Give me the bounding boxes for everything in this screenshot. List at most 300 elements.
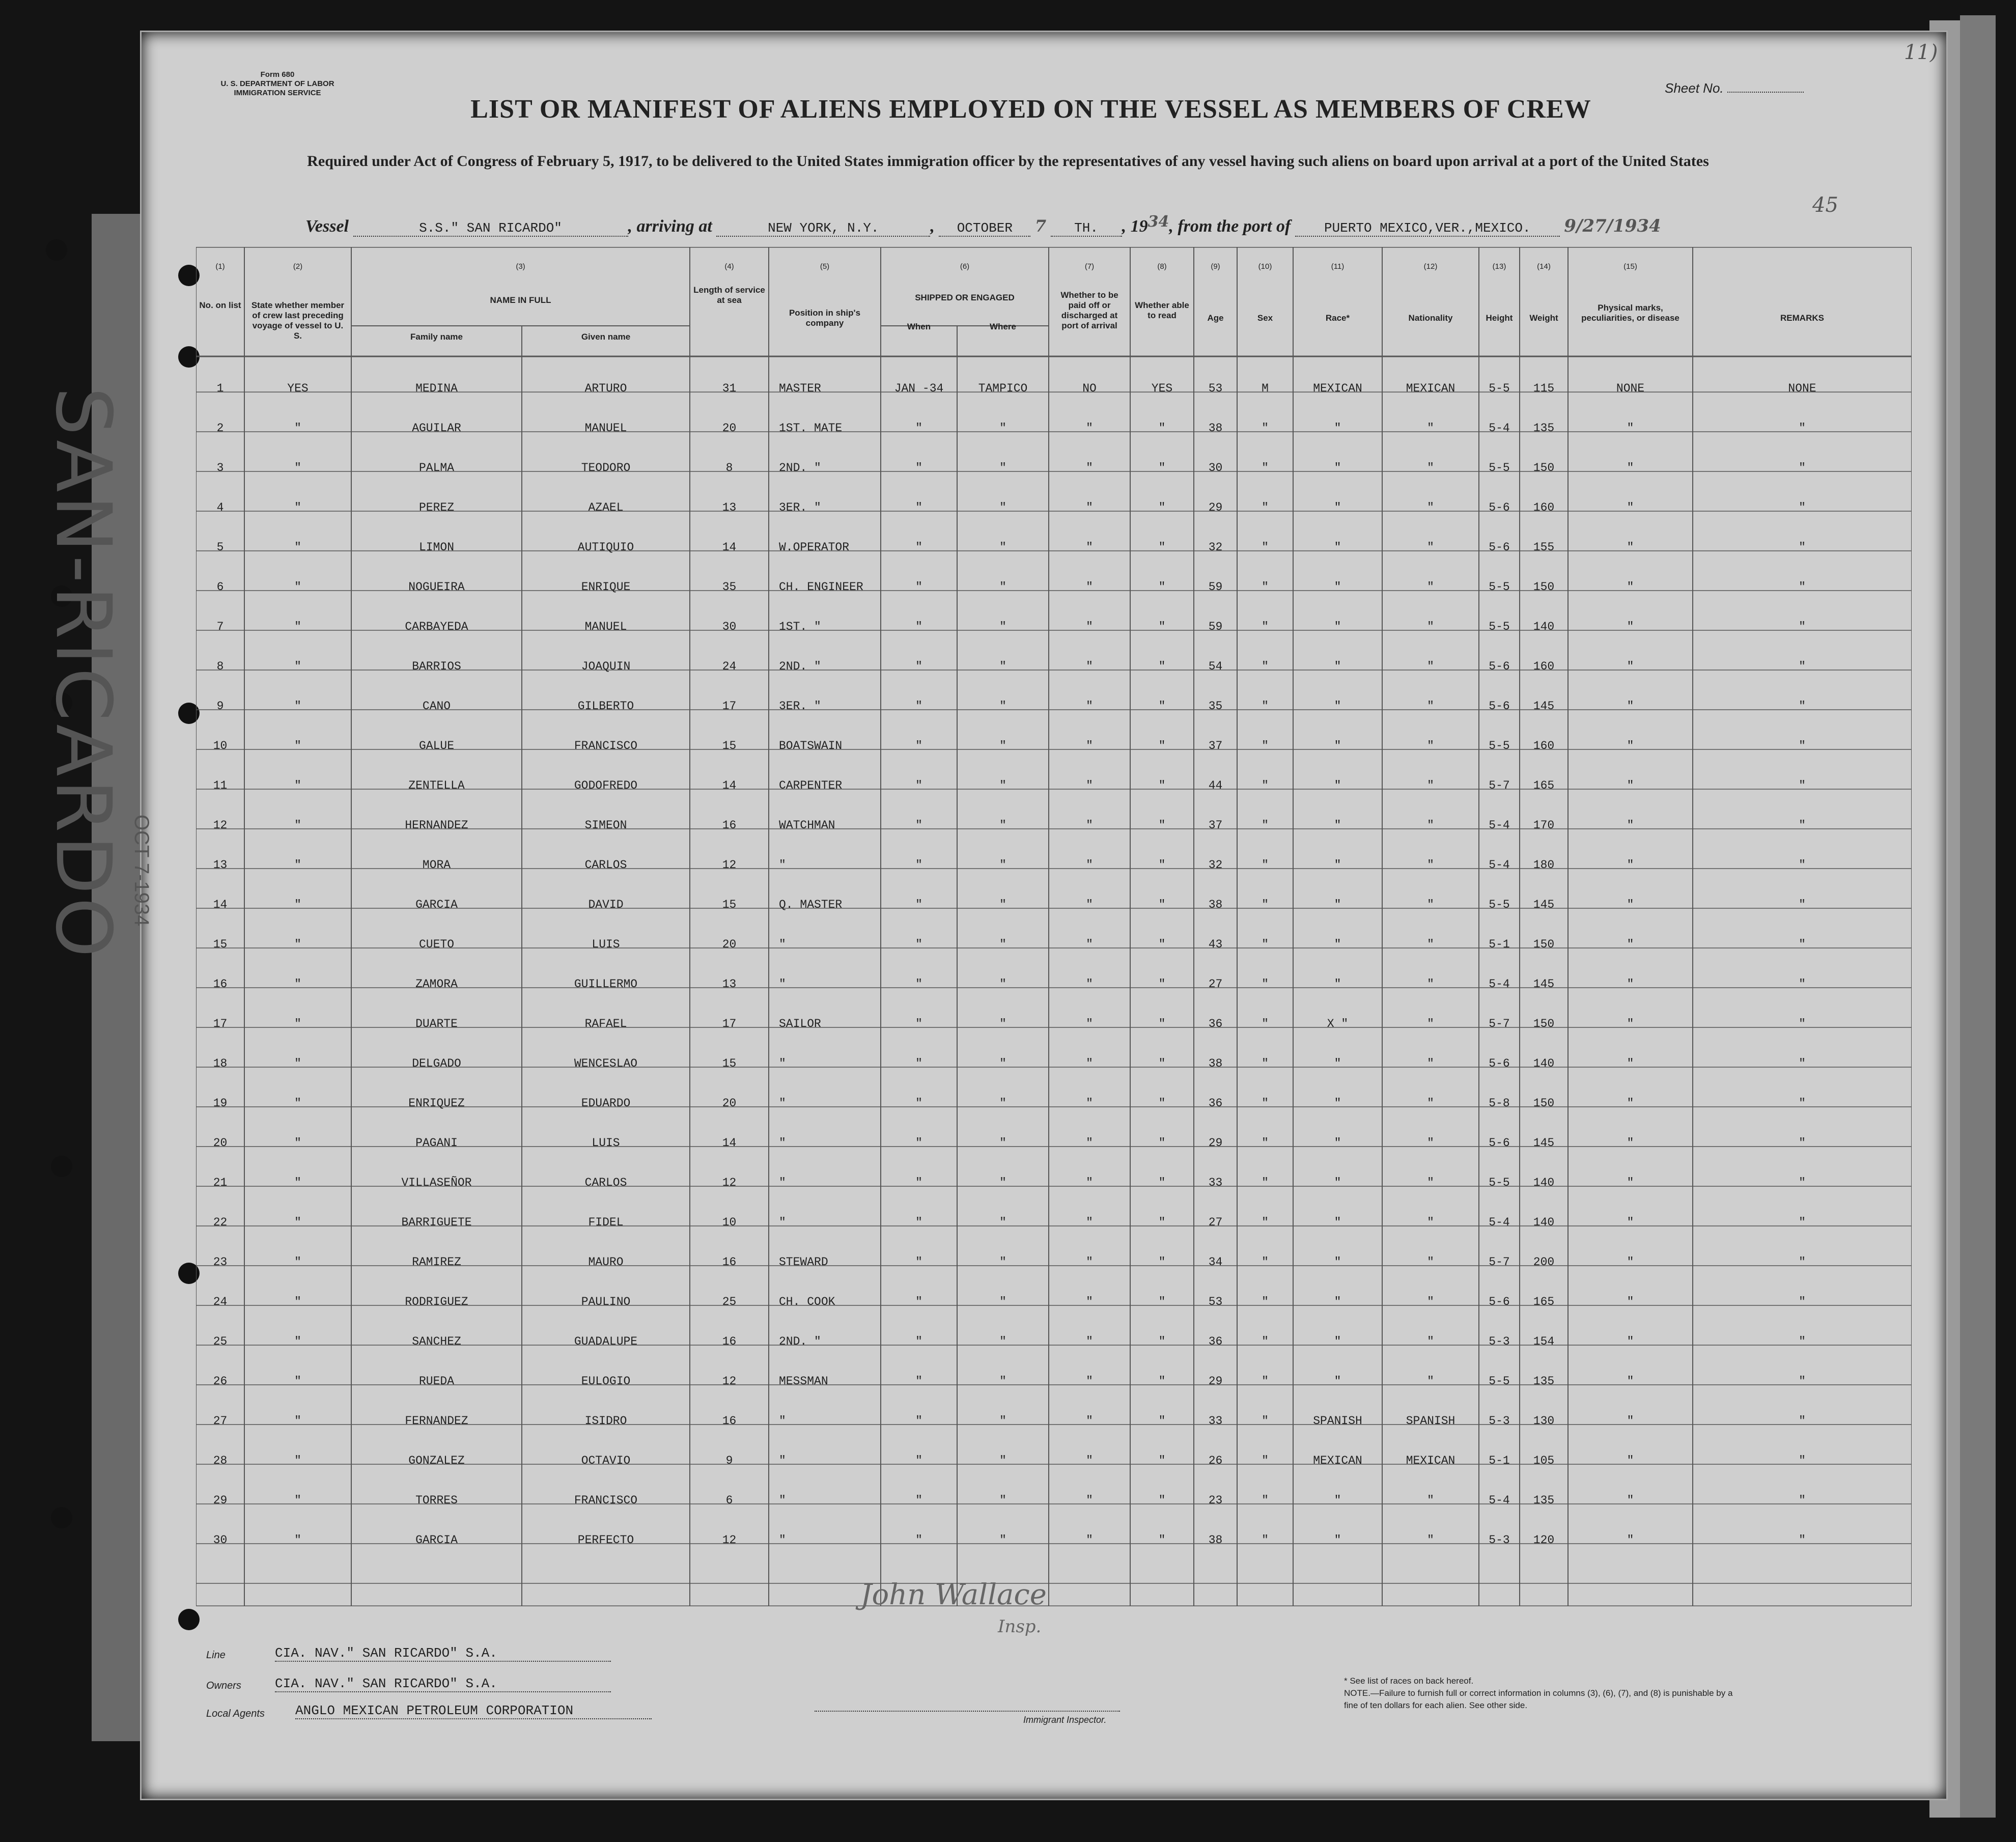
binder-hole bbox=[178, 1609, 200, 1630]
cell-remarks: " bbox=[1799, 620, 1806, 633]
cell-service: 20 bbox=[722, 1097, 737, 1110]
cell-nat: " bbox=[1427, 1097, 1434, 1110]
cell-height: 5-4 bbox=[1489, 1494, 1510, 1507]
cell-prev: " bbox=[294, 620, 301, 633]
cell-marks: " bbox=[1627, 580, 1634, 594]
cell-prev: " bbox=[294, 1255, 301, 1269]
cell-remarks: " bbox=[1799, 898, 1806, 911]
cell-where: " bbox=[999, 978, 1006, 991]
cell-position: W.OPERATOR bbox=[779, 541, 850, 554]
date-month: OCTOBER bbox=[939, 220, 1030, 237]
cell-given: AUTIQUIO bbox=[577, 541, 634, 554]
cell-given: JOAQUIN bbox=[581, 660, 631, 673]
cell-prev: " bbox=[294, 1454, 301, 1467]
year-suffix: 34 bbox=[1147, 213, 1169, 231]
cell-service: 17 bbox=[722, 1017, 737, 1030]
cell-race: " bbox=[1334, 1295, 1341, 1308]
cell-family: AGUILAR bbox=[412, 422, 461, 435]
cell-given: EULOGIO bbox=[581, 1375, 631, 1388]
cell-sex: " bbox=[1262, 1295, 1269, 1308]
cell-remarks: " bbox=[1799, 541, 1806, 554]
column-number-c13: (13) bbox=[1492, 262, 1506, 271]
cell-read: " bbox=[1158, 501, 1166, 514]
cell-weight: 135 bbox=[1533, 1494, 1555, 1507]
column-subheader-when: When bbox=[907, 322, 931, 331]
cell-family: MEDINA bbox=[415, 382, 458, 395]
cell-marks: " bbox=[1627, 1176, 1634, 1189]
cell-family: SANCHEZ bbox=[412, 1335, 461, 1348]
cell-nat: " bbox=[1427, 739, 1434, 752]
column-header-c10: Sex bbox=[1257, 313, 1273, 323]
column-header-c2: State whether member of crew last preceding voyage of vessel to U. S. bbox=[251, 300, 345, 341]
cell-height: 5-7 bbox=[1489, 779, 1510, 792]
column-number-c6: (6) bbox=[960, 262, 970, 271]
cell-sex: " bbox=[1262, 1533, 1269, 1547]
cell-service: 13 bbox=[722, 501, 737, 514]
inspector-title: Insp. bbox=[998, 1616, 1042, 1637]
cell-read: " bbox=[1158, 461, 1166, 475]
column-number-c1: (1) bbox=[215, 262, 225, 271]
cell-prev: " bbox=[294, 779, 301, 792]
cell-given: LUIS bbox=[592, 1136, 620, 1150]
cell-no: 16 bbox=[213, 978, 228, 991]
binder-hole bbox=[51, 1156, 72, 1177]
cell-read: " bbox=[1158, 1057, 1166, 1070]
cell-given: MANUEL bbox=[584, 422, 627, 435]
cell-height: 5-5 bbox=[1489, 620, 1510, 633]
cell-marks: " bbox=[1627, 1533, 1634, 1547]
cell-read: " bbox=[1158, 580, 1166, 594]
cell-height: 5-5 bbox=[1489, 461, 1510, 475]
cell-read: " bbox=[1158, 978, 1166, 991]
cell-prev: " bbox=[294, 541, 301, 554]
cell-no: 9 bbox=[216, 700, 224, 713]
cell-paid: " bbox=[1086, 1216, 1093, 1229]
cell-height: 5-4 bbox=[1489, 819, 1510, 832]
cell-height: 5-1 bbox=[1489, 1454, 1510, 1467]
vessel-stamp: SAN-RICARDO bbox=[39, 387, 127, 961]
cell-weight: 145 bbox=[1533, 700, 1555, 713]
cell-paid: " bbox=[1086, 1136, 1093, 1150]
owners-value: CIA. NAV." SAN RICARDO" S.A. bbox=[275, 1676, 611, 1692]
inspector-line bbox=[815, 1711, 1120, 1712]
page-subtitle: Required under Act of Congress of February 5, 1917, to be delivered to the United States immigration officer by the representatives of any vessel having such aliens on board upon arrival at a port of the United States bbox=[307, 153, 1709, 170]
cell-position: CH. ENGINEER bbox=[779, 580, 863, 594]
cell-nat: " bbox=[1427, 898, 1434, 911]
cell-read: " bbox=[1158, 898, 1166, 911]
cell-position: 1ST. " bbox=[779, 620, 821, 633]
cell-paid: " bbox=[1086, 541, 1093, 554]
cell-given: GODOFREDO bbox=[574, 779, 638, 792]
cell-nat: " bbox=[1427, 1375, 1434, 1388]
cell-service: 31 bbox=[722, 382, 737, 395]
cell-weight: 155 bbox=[1533, 541, 1555, 554]
cell-sex: " bbox=[1262, 1176, 1269, 1189]
cell-family: RAMIREZ bbox=[412, 1255, 461, 1269]
cell-given: GUADALUPE bbox=[574, 1335, 638, 1348]
cell-weight: 140 bbox=[1533, 1057, 1555, 1070]
cell-read: " bbox=[1158, 938, 1166, 951]
cell-sex: " bbox=[1262, 1216, 1269, 1229]
cell-where: " bbox=[999, 422, 1006, 435]
cell-read: " bbox=[1158, 620, 1166, 633]
cell-paid: " bbox=[1086, 700, 1093, 713]
cell-marks: " bbox=[1627, 461, 1634, 475]
handwritten-date: 9/27/1934 bbox=[1564, 216, 1661, 236]
cell-service: 16 bbox=[722, 1255, 737, 1269]
cell-sex: " bbox=[1262, 541, 1269, 554]
date-stamp: OCT 7-1934 bbox=[130, 815, 153, 927]
column-header-c16: REMARKS bbox=[1780, 313, 1824, 323]
cell-position: MASTER bbox=[779, 382, 821, 395]
cell-sex: " bbox=[1262, 779, 1269, 792]
cell-given: CARLOS bbox=[584, 858, 627, 872]
column-number-c2: (2) bbox=[293, 262, 303, 271]
department-name: U. S. DEPARTMENT OF LABOR bbox=[220, 79, 334, 88]
cell-service: 6 bbox=[725, 1494, 733, 1507]
cell-no: 28 bbox=[213, 1454, 228, 1467]
cell-prev: " bbox=[294, 1057, 301, 1070]
cell-read: " bbox=[1158, 1295, 1166, 1308]
inspector-signature: John Wallace bbox=[860, 1578, 1047, 1611]
cell-prev: " bbox=[294, 938, 301, 951]
column-number-c4: (4) bbox=[724, 262, 734, 271]
cell-weight: 135 bbox=[1533, 422, 1555, 435]
cell-nat: " bbox=[1427, 1057, 1434, 1070]
binder-hole bbox=[51, 1507, 72, 1528]
cell-height: 5-6 bbox=[1489, 1295, 1510, 1308]
cell-when: " bbox=[915, 1017, 922, 1030]
cell-read: " bbox=[1158, 700, 1166, 713]
column-header-c7: Whether to be paid off or discharged at port of arrival bbox=[1060, 290, 1118, 330]
cell-when: " bbox=[915, 858, 922, 872]
form-number: Form 680 bbox=[260, 70, 295, 79]
cell-sex: " bbox=[1262, 739, 1269, 752]
agents-value: ANGLO MEXICAN PETROLEUM CORPORATION bbox=[295, 1703, 652, 1719]
inspector-label: Immigrant Inspector. bbox=[1023, 1715, 1107, 1725]
cell-remarks: " bbox=[1799, 1295, 1806, 1308]
cell-read: " bbox=[1158, 1097, 1166, 1110]
line-label: Line bbox=[206, 1650, 226, 1661]
cell-height: 5-4 bbox=[1489, 858, 1510, 872]
cell-paid: " bbox=[1086, 978, 1093, 991]
cell-race: X " bbox=[1327, 1017, 1349, 1030]
cell-race: " bbox=[1334, 1533, 1341, 1547]
cell-height: 5-3 bbox=[1489, 1335, 1510, 1348]
cell-position: " bbox=[779, 1176, 786, 1189]
cell-age: 29 bbox=[1208, 501, 1223, 514]
cell-where: " bbox=[999, 779, 1006, 792]
cell-family: ZENTELLA bbox=[408, 779, 465, 792]
cell-when: " bbox=[915, 580, 922, 594]
cell-height: 5-6 bbox=[1489, 541, 1510, 554]
cell-no: 29 bbox=[213, 1494, 228, 1507]
cell-family: GARCIA bbox=[415, 1533, 458, 1547]
cell-when: " bbox=[915, 1375, 922, 1388]
cell-age: 26 bbox=[1208, 1454, 1223, 1467]
cell-race: " bbox=[1334, 620, 1341, 633]
column-header-c12: Nationality bbox=[1408, 313, 1453, 323]
cell-prev: " bbox=[294, 1097, 301, 1110]
cell-age: 36 bbox=[1208, 1017, 1223, 1030]
cell-marks: " bbox=[1627, 739, 1634, 752]
cell-service: 15 bbox=[722, 898, 737, 911]
cell-given: TEODORO bbox=[581, 461, 631, 475]
cell-marks: " bbox=[1627, 1414, 1634, 1428]
cell-no: 26 bbox=[213, 1375, 228, 1388]
cell-race: " bbox=[1334, 1057, 1341, 1070]
cell-service: 25 bbox=[722, 1295, 737, 1308]
cell-age: 59 bbox=[1208, 580, 1223, 594]
cell-position: 3ER. " bbox=[779, 501, 821, 514]
cell-nat: " bbox=[1427, 501, 1434, 514]
cell-marks: " bbox=[1627, 1057, 1634, 1070]
cell-race: " bbox=[1334, 779, 1341, 792]
cell-race: " bbox=[1334, 580, 1341, 594]
cell-age: 36 bbox=[1208, 1097, 1223, 1110]
under-page-edge-2 bbox=[1960, 15, 1996, 1818]
cell-age: 36 bbox=[1208, 1335, 1223, 1348]
cell-no: 14 bbox=[213, 898, 228, 911]
cell-given: ARTURO bbox=[584, 382, 627, 395]
column-header-c1: No. on list bbox=[199, 300, 241, 310]
cell-prev: " bbox=[294, 700, 301, 713]
cell-where: " bbox=[999, 1097, 1006, 1110]
cell-marks: " bbox=[1627, 898, 1634, 911]
cell-no: 18 bbox=[213, 1057, 228, 1070]
column-header-c6: SHIPPED OR ENGAGED bbox=[915, 293, 1015, 302]
cell-age: 38 bbox=[1208, 422, 1223, 435]
cell-when: JAN -34 bbox=[894, 382, 944, 395]
cell-paid: " bbox=[1086, 501, 1093, 514]
cell-given: ENRIQUE bbox=[581, 580, 631, 594]
corner-mark: 11) bbox=[1904, 41, 1938, 64]
cell-age: 29 bbox=[1208, 1375, 1223, 1388]
cell-given: DAVID bbox=[588, 898, 624, 911]
cell-position: " bbox=[779, 978, 786, 991]
cell-read: " bbox=[1158, 858, 1166, 872]
cell-position: STEWARD bbox=[779, 1255, 828, 1269]
cell-height: 5-5 bbox=[1489, 1176, 1510, 1189]
cell-family: FERNANDEZ bbox=[405, 1414, 468, 1428]
vessel-label: Vessel bbox=[305, 217, 349, 236]
cell-height: 5-4 bbox=[1489, 422, 1510, 435]
column-header-c3: NAME IN FULL bbox=[490, 295, 551, 305]
cell-marks: " bbox=[1627, 1216, 1634, 1229]
cell-position: " bbox=[779, 1533, 786, 1547]
cell-sex: " bbox=[1262, 1414, 1269, 1428]
cell-where: " bbox=[999, 541, 1006, 554]
cell-remarks: " bbox=[1799, 1414, 1806, 1428]
column-header-c11: Race* bbox=[1325, 313, 1350, 323]
cell-where: " bbox=[999, 1295, 1006, 1308]
cell-marks: " bbox=[1627, 1335, 1634, 1348]
cell-marks: " bbox=[1627, 1097, 1634, 1110]
cell-when: " bbox=[915, 1057, 922, 1070]
column-number-c5: (5) bbox=[820, 262, 830, 271]
cell-sex: " bbox=[1262, 1454, 1269, 1467]
cell-given: GILBERTO bbox=[577, 700, 634, 713]
cell-race: " bbox=[1334, 858, 1341, 872]
cell-paid: " bbox=[1086, 1176, 1093, 1189]
cell-when: " bbox=[915, 1216, 922, 1229]
cell-marks: " bbox=[1627, 1136, 1634, 1150]
cell-remarks: " bbox=[1799, 1097, 1806, 1110]
cell-no: 27 bbox=[213, 1414, 228, 1428]
page-number: 45 bbox=[1812, 193, 1838, 217]
cell-given: EDUARDO bbox=[581, 1097, 631, 1110]
cell-weight: 165 bbox=[1533, 779, 1555, 792]
cell-prev: " bbox=[294, 580, 301, 594]
cell-age: 59 bbox=[1208, 620, 1223, 633]
column-number-c8: (8) bbox=[1157, 262, 1167, 271]
cell-race: " bbox=[1334, 1216, 1341, 1229]
cell-nat: " bbox=[1427, 819, 1434, 832]
cell-read: " bbox=[1158, 1216, 1166, 1229]
from-port: PUERTO MEXICO,VER.,MEXICO. bbox=[1295, 220, 1560, 237]
cell-service: 12 bbox=[722, 1176, 737, 1189]
cell-marks: " bbox=[1627, 700, 1634, 713]
cell-sex: M bbox=[1262, 382, 1269, 395]
cell-sex: " bbox=[1262, 1017, 1269, 1030]
cell-paid: " bbox=[1086, 620, 1093, 633]
cell-prev: YES bbox=[287, 382, 309, 395]
cell-weight: 140 bbox=[1533, 620, 1555, 633]
cell-no: 30 bbox=[213, 1533, 228, 1547]
column-subheader-where: Where bbox=[990, 322, 1016, 331]
arriving-label: , arriving at bbox=[628, 217, 712, 236]
cell-age: 32 bbox=[1208, 541, 1223, 554]
cell-paid: " bbox=[1086, 1414, 1093, 1428]
cell-prev: " bbox=[294, 1176, 301, 1189]
cell-sex: " bbox=[1262, 1255, 1269, 1269]
cell-remarks: " bbox=[1799, 1494, 1806, 1507]
owners-label: Owners bbox=[206, 1680, 241, 1691]
cell-service: 14 bbox=[722, 1136, 737, 1150]
cell-marks: " bbox=[1627, 1295, 1634, 1308]
cell-marks: " bbox=[1627, 1375, 1634, 1388]
cell-marks: " bbox=[1627, 858, 1634, 872]
cell-marks: NONE bbox=[1616, 382, 1645, 395]
cell-no: 22 bbox=[213, 1216, 228, 1229]
cell-nat: " bbox=[1427, 779, 1434, 792]
cell-weight: 140 bbox=[1533, 1216, 1555, 1229]
cell-height: 5-6 bbox=[1489, 660, 1510, 673]
cell-position: " bbox=[779, 1414, 786, 1428]
cell-given: GUILLERMO bbox=[574, 978, 638, 991]
cell-position: " bbox=[779, 938, 786, 951]
cell-sex: " bbox=[1262, 660, 1269, 673]
cell-nat: " bbox=[1427, 1136, 1434, 1150]
cell-paid: " bbox=[1086, 1017, 1093, 1030]
cell-no: 17 bbox=[213, 1017, 228, 1030]
cell-remarks: " bbox=[1799, 461, 1806, 475]
cell-weight: 120 bbox=[1533, 1533, 1555, 1547]
cell-prev: " bbox=[294, 1494, 301, 1507]
cell-paid: " bbox=[1086, 580, 1093, 594]
cell-service: 16 bbox=[722, 1335, 737, 1348]
arriving-port: NEW YORK, N.Y. bbox=[716, 220, 930, 237]
cell-where: " bbox=[999, 938, 1006, 951]
cell-where: " bbox=[999, 1335, 1006, 1348]
cell-remarks: " bbox=[1799, 501, 1806, 514]
cell-where: " bbox=[999, 1255, 1006, 1269]
cell-family: MORA bbox=[422, 858, 451, 872]
cell-no: 21 bbox=[213, 1176, 228, 1189]
cell-remarks: " bbox=[1799, 739, 1806, 752]
cell-nat: " bbox=[1427, 1533, 1434, 1547]
cell-race: SPANISH bbox=[1313, 1414, 1362, 1428]
cell-where: " bbox=[999, 1216, 1006, 1229]
vessel-line: Vessel S.S." SAN RICARDO" , arriving at NEW YORK, N.Y. , OCTOBER 7 TH. , 1934, from the port of PUERTO MEXICO,VER.,MEXICO. 9/27/1934 bbox=[305, 213, 1661, 236]
sheet-label: Sheet No. bbox=[1665, 80, 1724, 96]
cell-position: 2ND. " bbox=[779, 660, 821, 673]
cell-position: SAILOR bbox=[779, 1017, 821, 1030]
cell-read: " bbox=[1158, 1533, 1166, 1547]
cell-sex: " bbox=[1262, 858, 1269, 872]
column-header-c15: Physical marks, peculiarities, or disease bbox=[1581, 303, 1679, 323]
cell-family: CARBAYEDA bbox=[405, 620, 468, 633]
cell-sex: " bbox=[1262, 898, 1269, 911]
cell-when: " bbox=[915, 1533, 922, 1547]
cell-family: ENRIQUEZ bbox=[408, 1097, 465, 1110]
cell-where: " bbox=[999, 1533, 1006, 1547]
cell-age: 27 bbox=[1208, 978, 1223, 991]
cell-where: " bbox=[999, 501, 1006, 514]
cell-remarks: " bbox=[1799, 1136, 1806, 1150]
cell-service: 17 bbox=[722, 700, 737, 713]
cell-service: 10 bbox=[722, 1216, 737, 1229]
cell-age: 33 bbox=[1208, 1176, 1223, 1189]
date-suffix: TH. bbox=[1051, 220, 1122, 237]
cell-nat: " bbox=[1427, 660, 1434, 673]
cell-position: " bbox=[779, 1136, 786, 1150]
cell-no: 1 bbox=[216, 382, 224, 395]
cell-read: " bbox=[1158, 1454, 1166, 1467]
cell-sex: " bbox=[1262, 1335, 1269, 1348]
cell-given: CARLOS bbox=[584, 1176, 627, 1189]
cell-age: 38 bbox=[1208, 898, 1223, 911]
cell-height: 5-6 bbox=[1489, 1136, 1510, 1150]
cell-when: " bbox=[915, 1335, 922, 1348]
cell-weight: 180 bbox=[1533, 858, 1555, 872]
cell-position: BOATSWAIN bbox=[779, 739, 843, 752]
cell-weight: 130 bbox=[1533, 1414, 1555, 1428]
cell-age: 34 bbox=[1208, 1255, 1223, 1269]
cell-paid: " bbox=[1086, 819, 1093, 832]
cell-when: " bbox=[915, 1136, 922, 1150]
cell-paid: " bbox=[1086, 898, 1093, 911]
vessel-name: S.S." SAN RICARDO" bbox=[353, 220, 628, 237]
cell-nat: " bbox=[1427, 1255, 1434, 1269]
cell-prev: " bbox=[294, 501, 301, 514]
cell-position: " bbox=[779, 858, 786, 872]
cell-service: 12 bbox=[722, 1533, 737, 1547]
cell-service: 12 bbox=[722, 858, 737, 872]
cell-race: " bbox=[1334, 739, 1341, 752]
cell-given: PERFECTO bbox=[577, 1533, 634, 1547]
cell-paid: " bbox=[1086, 422, 1093, 435]
column-number-c9: (9) bbox=[1211, 262, 1220, 271]
cell-nat: " bbox=[1427, 1295, 1434, 1308]
cell-race: " bbox=[1334, 700, 1341, 713]
cell-read: " bbox=[1158, 1335, 1166, 1348]
cell-weight: 165 bbox=[1533, 1295, 1555, 1308]
cell-height: 5-7 bbox=[1489, 1017, 1510, 1030]
cell-family: BARRIOS bbox=[412, 660, 461, 673]
column-number-c3: (3) bbox=[516, 262, 525, 271]
cell-prev: " bbox=[294, 898, 301, 911]
